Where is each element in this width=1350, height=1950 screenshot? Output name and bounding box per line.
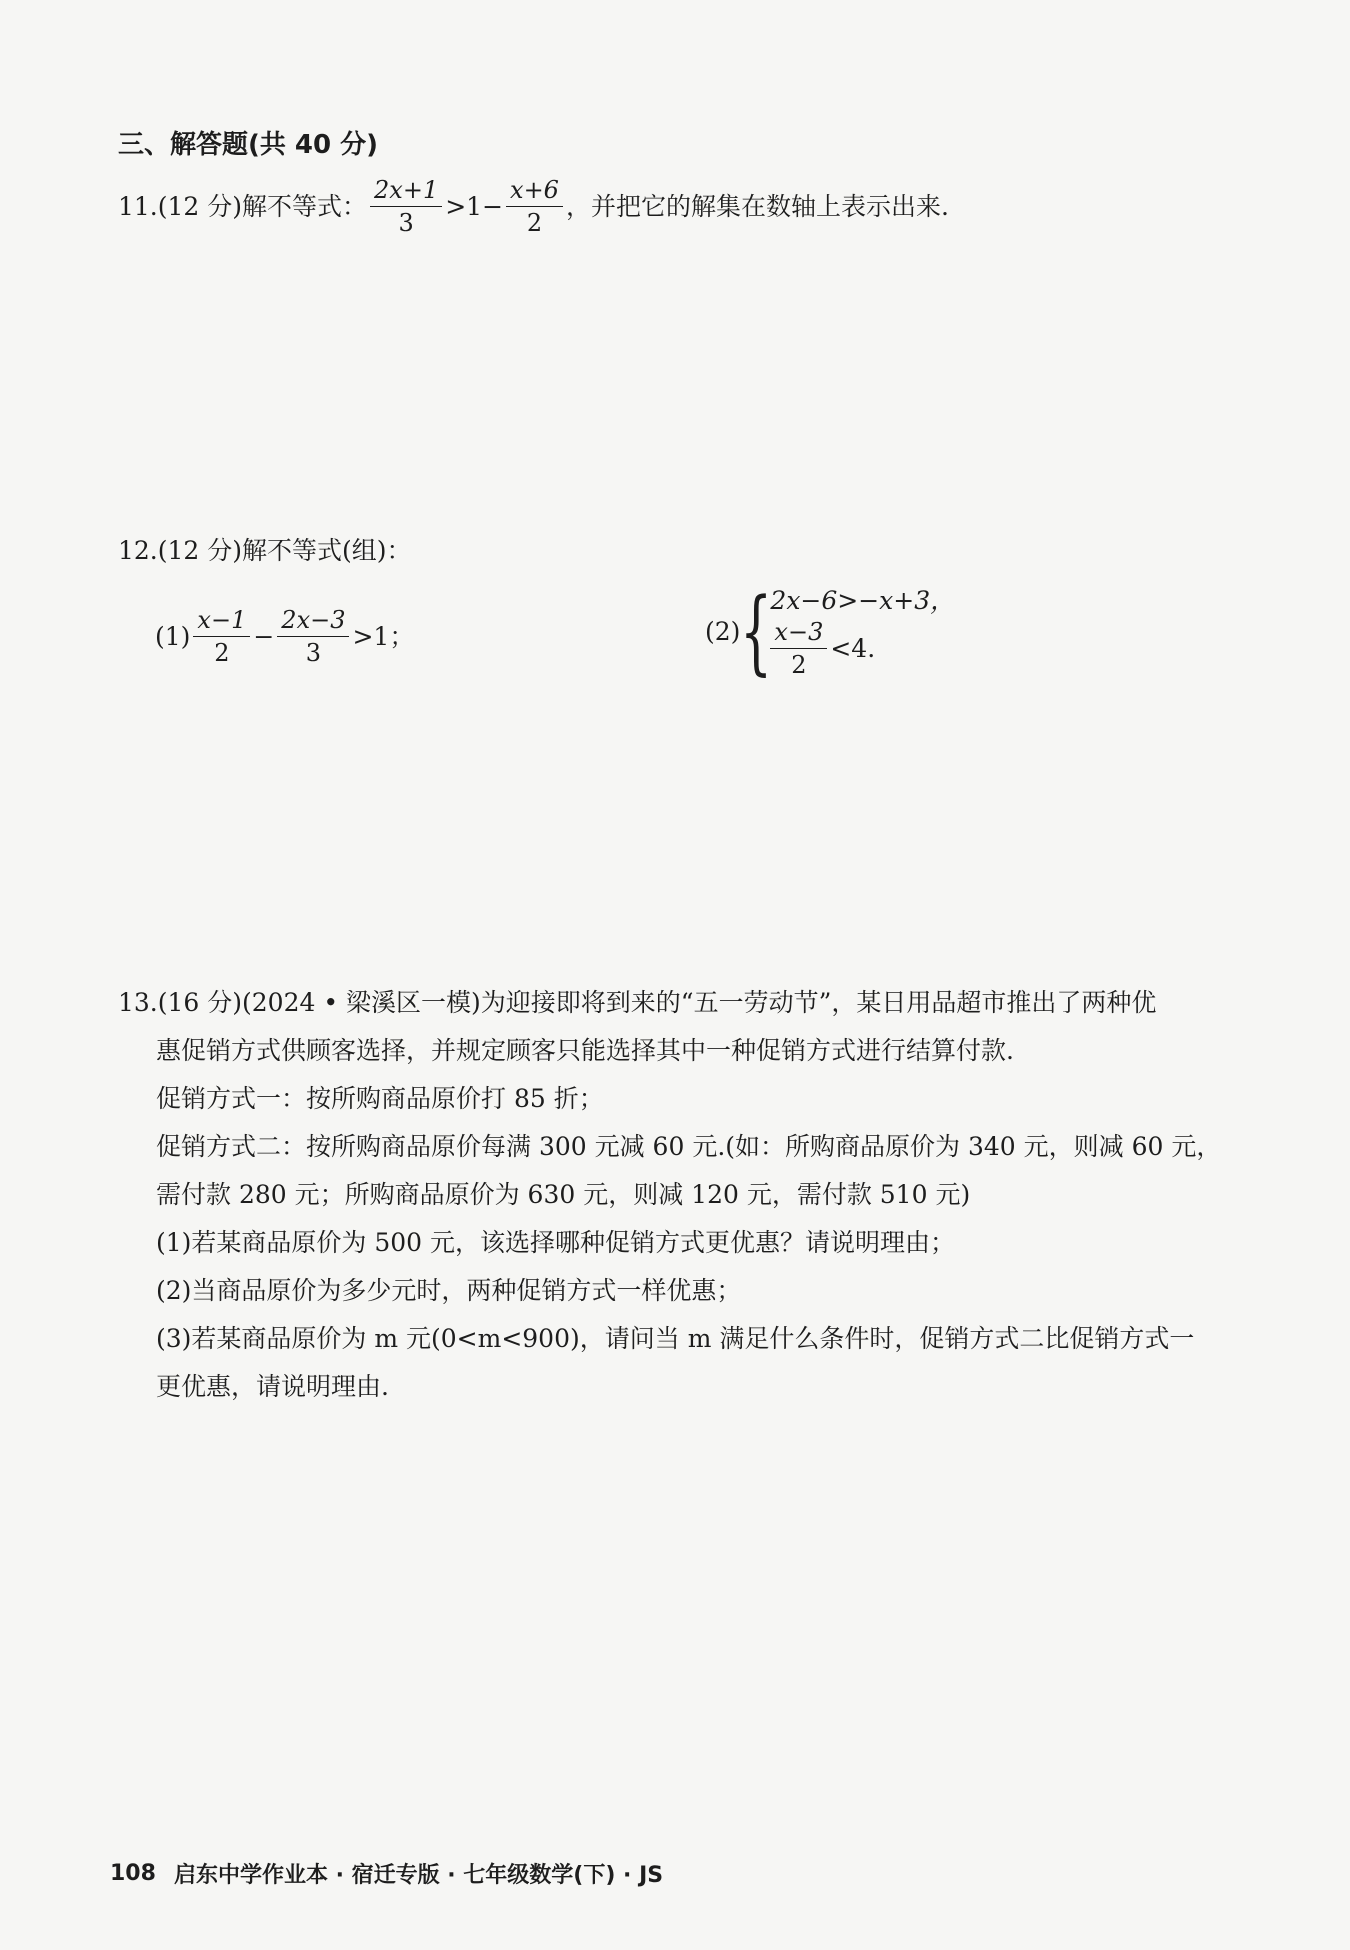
q12-p1-label: (1) [155,621,191,651]
page-footer [110,1858,663,1889]
q12-p2-frac-denominator: 2 [791,651,807,679]
q11-frac1-numerator: 2x+1 [370,176,442,207]
q13-line-1: 13.(16 分)(2024 • 梁溪区一模)为迎接即将到来的“五一劳动节”，某日用品超市推出了两种优 [118,988,1157,1017]
book-title: 启东中学作业本 · 宿迁专版 · 七年级数学(下) · JS [173,1863,664,1888]
q12-p2-line-2 [770,618,955,679]
q11-frac2-numerator: x+6 [506,176,563,207]
question-12-part-1 [155,606,414,667]
q12-p2-line-1: 2x−6>−x+3， [770,586,956,615]
inequality-system [770,584,955,679]
q12-p1-frac1-denominator: 2 [214,639,230,667]
q11-frac2-denominator: 2 [526,209,543,237]
q12-p1-fraction-2 [277,606,349,667]
q12-p2-frac-numerator: x−3 [770,618,827,649]
q13-line-9: 更优惠，请说明理由. [156,1372,389,1401]
q12-p1-frac2-numerator: 2x−3 [277,606,349,637]
q13-line-7: (2)当商品原价为多少元时，两种促销方式一样优惠； [156,1276,742,1305]
q11-prefix: 11.(12 分)解不等式： [118,191,368,221]
q13-line-5: 需付款 280 元；所购商品原价为 630 元，则减 120 元，需付款 510 元) [156,1180,971,1209]
q12-p1-minus: − [253,621,275,651]
q12-p2-fraction [770,618,827,679]
question-12-part-2 [705,577,956,685]
q12-p1-tail: >1； [352,621,415,651]
system-brace: { [740,577,773,685]
q12-p1-frac2-denominator: 3 [305,639,322,667]
page-number: 108 [110,1861,156,1886]
q11-middle: >1− [445,191,504,221]
q13-line-4: 促销方式二：按所购商品原价每满 300 元减 60 元.(如：所购商品原价为 340 元，则减 60 元， [156,1132,1222,1161]
question-11 [118,176,949,237]
q12-p1-frac1-numerator: x−1 [193,606,250,637]
q12-p2-tail: <4. [830,633,876,663]
question-12-title: 12.(12 分)解不等式(组)： [118,536,412,565]
section-title: 三、解答题(共 40 分) [118,130,379,160]
q13-line-3: 促销方式一：按所购商品原价打 85 折； [156,1084,604,1113]
q11-frac1-denominator: 3 [398,209,414,237]
q12-p2-label: (2) [705,616,741,646]
q12-p1-fraction-1 [193,606,250,667]
q13-line-8: (3)若某商品原价为 m 元(0<m<900)，请问当 m 满足什么条件时，促销方式二比促销方式一 [156,1324,1195,1353]
q13-line-2: 惠促销方式供顾客选择，并规定顾客只能选择其中一种促销方式进行结算付款. [156,1036,1014,1065]
q11-suffix: ，并把它的解集在数轴上表示出来. [565,191,949,221]
q11-fraction-1 [370,176,442,237]
q11-fraction-2 [506,176,563,237]
q13-line-6: (1)若某商品原价为 500 元，该选择哪种促销方式更优惠？请说明理由； [156,1228,956,1257]
